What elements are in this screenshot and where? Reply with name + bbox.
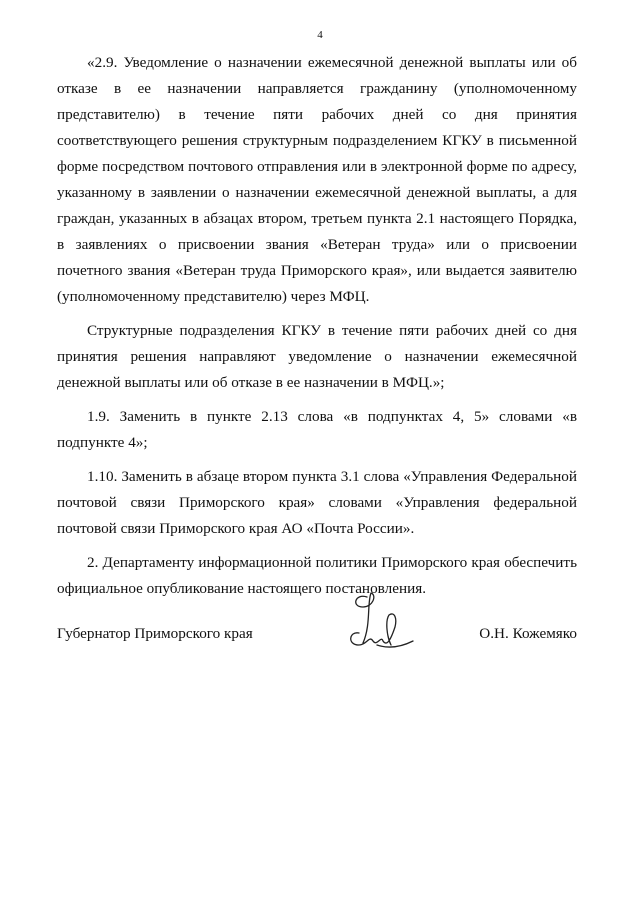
paragraph-2-9: «2.9. Уведомление о назначении ежемесячной денежной выплаты или об отказе в ее назначении направляется гражданину (уполномоченному представителю) в течение пяти рабочих дней со дня принятия соответствующего решения структурным подразделением КГКУ в письменной форме посредством почтового отправления или в электронной форме по адресу, указанному в заявлении о назначении ежемесячной денежной выплаты, а для граждан, указанных в абзацах втором, третьем пункта 2.1 настоящего Порядка, в заявлениях о присвоении звания «Ветеран труда» или о присвоении почетного звания «Ветеран труда Приморского края», или выдается заявителю (уполномоченному представителю) через МФЦ.	[57, 54, 577, 305]
paragraph-structural-units: Структурные подразделения КГКУ в течение пяти рабочих дней со дня принятия решения направляют уведомление о назначении ежемесячной денежной выплаты или об отказе в ее назначении в МФЦ.»;	[57, 322, 577, 391]
paragraph-1-10: 1.10. Заменить в абзаце втором пункта 3.1 слова «Управления Федеральной почтовой связи Приморского края» словами «Управления федеральной почтовой связи Приморского края АО «Почта России».	[57, 468, 577, 537]
paragraph-1-9: 1.9. Заменить в пункте 2.13 слова «в подпунктах 4, 5» словами «в подпункте 4»;	[57, 408, 577, 451]
paragraph-2: 2. Департаменту информационной политики Приморского края обеспечить официальное опубликование настоящего постановления.	[57, 554, 577, 597]
document-body	[57, 50, 577, 610]
handwritten-signature	[337, 585, 417, 665]
signatory-name: О.Н. Кожемяко	[479, 625, 577, 642]
page-number: 4	[317, 29, 323, 41]
signatory-position: Губернатор Приморского края	[57, 625, 253, 642]
signature-block	[57, 615, 577, 665]
